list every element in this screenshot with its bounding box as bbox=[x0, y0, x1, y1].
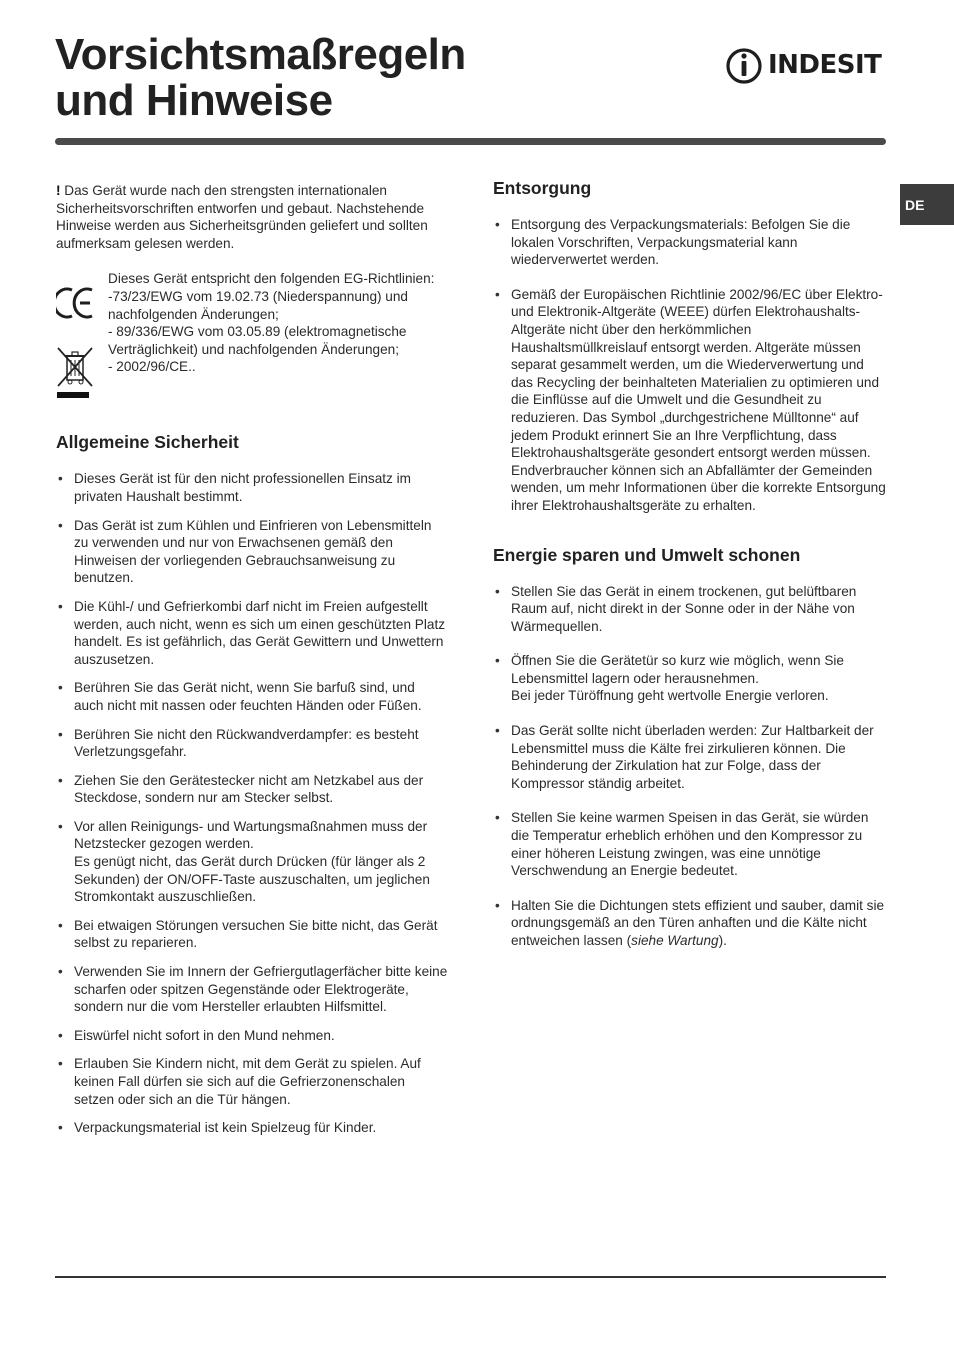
ce-line: - 2002/96/CE.. bbox=[108, 359, 196, 375]
language-tab[interactable]: DE bbox=[900, 184, 954, 225]
list-item: • Berühren Sie das Gerät nicht, wenn Sie barfuß sind, und auch nicht mit nassen oder feuchten Händen oder Füßen. bbox=[56, 679, 448, 714]
ce-line: Dieses Gerät entspricht den folgenden EG-Richtlinien: bbox=[108, 271, 435, 287]
ce-line: -73/23/EWG vom 19.02.73 (Niederspannung) und nachfolgenden Änderungen; bbox=[108, 288, 408, 322]
list-item bbox=[493, 897, 886, 950]
list-item-text: Endverbraucher können sich an Abfallämter der Gemeinden wenden, um mehr Informationen über die korrekte Entsorgung ihrer Elektrohaushaltsgeräte zu erhalten. bbox=[511, 462, 886, 513]
ce-directives-text bbox=[108, 270, 448, 376]
general-safety-list bbox=[56, 470, 448, 1136]
list-item: • Verwenden Sie im Innern der Gefriergutlagerfächer bitte keine scharfen oder spitzen Gegenstände oder Elektrogeräte, sondern nur die vom Hersteller erlaubten Hilfsmittel. bbox=[56, 963, 448, 1016]
section-title-general-safety: Allgemeine Sicherheit bbox=[56, 432, 239, 453]
list-item: • Das Gerät sollte nicht überladen werden: Zur Haltbarkeit der Lebensmittel muss die Kälte frei zirkulieren können. Die Behinderung der Zirkulation hat zur Folge, dass der Kompressor ständig arbeitet. bbox=[493, 722, 886, 792]
list-item: • Ziehen Sie den Gerätestecker nicht am Netzkabel aus der Steckdose, sondern nur am Stecker selbst. bbox=[56, 772, 448, 807]
list-item bbox=[493, 286, 886, 515]
list-item: • Berühren Sie nicht den Rückwandverdampfer: es besteht Verletzungsgefahr. bbox=[56, 726, 448, 761]
brand-logo bbox=[726, 44, 888, 88]
list-item: • Stellen Sie das Gerät in einem trockenen, gut belüftbaren Raum auf, nicht direkt in der Sonne oder in der Nähe von Wärmequellen. bbox=[493, 583, 886, 636]
list-item: • Verpackungsmaterial ist kein Spielzeug für Kinder. bbox=[56, 1119, 448, 1137]
list-item: • Erlauben Sie Kindern nicht, mit dem Gerät zu spielen. Auf keinen Fall dürfen sie sich auf die Gefrierzonenschalen setzen oder sich an die Tür hängen. bbox=[56, 1055, 448, 1108]
brand-name: INDESIT bbox=[768, 50, 882, 80]
ce-line: - 89/336/EWG vom 03.05.89 (elektromagnetische Verträglichkeit) und nachfolgenden Änderungen; bbox=[108, 324, 407, 357]
list-item: • Die Kühl-/ und Gefrierkombi darf nicht im Freien aufgestellt werden, auch nicht, wenn es sich um einen geschützten Platz handelt. Es ist gefährlich, das Gerät Gewittern und Unwettern auszusetzen. bbox=[56, 598, 448, 668]
right-column bbox=[493, 178, 886, 950]
section-title-energy: Energie sparen und Umwelt schonen bbox=[493, 544, 801, 565]
list-item: • Bei etwaigen Störungen versuchen Sie bitte nicht, das Gerät selbst zu reparieren. bbox=[56, 917, 448, 952]
list-item: • Eiswürfel nicht sofort in den Mund nehmen. bbox=[56, 1027, 448, 1045]
section-title-disposal: Entsorgung bbox=[493, 178, 592, 198]
list-item-text: • Vor allen Reinigungs- und Wartungsmaßnahmen muss der Netzstecker gezogen werden. bbox=[74, 818, 428, 852]
intro-text: Das Gerät wurde nach den strengsten internationalen Sicherheitsvorschriften entworfen und gebaut. Nachstehende Hinweise werden aus Sicherheitsgründen geliefert und sollten aufmerksam gelesen werden. bbox=[56, 183, 428, 251]
list-item-text: Halten Sie die Dichtungen stets effizient und sauber, damit sie ordnungsgemäß an den Türen anhaften und die Kälte nicht entweichen lassen ( bbox=[511, 897, 885, 948]
cross-reference-link[interactable]: siehe Wartung bbox=[631, 933, 719, 948]
page-title bbox=[55, 32, 466, 124]
energy-list bbox=[493, 583, 886, 950]
disposal-list bbox=[493, 216, 886, 515]
list-item-text: • Gemäß der Europäischen Richtlinie 2002/96/EC über Elektro- und Elektronik-Altgeräte (WEEE) dürfen Elektrohaushalts-Altgeräte nicht über den herkömmlichen Haushaltsmüllkreislauf entsorgt werden. Altgeräte müssen separat gesammelt werden, um die Wiederverwertung und das Recycling der beinhalteten Materialien zu optimieren und die Einflüsse auf die Umwelt und die Gesundheit zu reduzieren. Das Symbol „durchgestrichene Mülltonne“ auf jedem Produkt erinnert Sie an Ihre Verpflichtung, dass Elektrohaushaltsgeräte gesondert entsorgt werden müssen. bbox=[511, 286, 883, 461]
ce-compliance-block bbox=[56, 270, 448, 412]
list-item: • Dieses Gerät ist für den nicht professionellen Einsatz im privaten Haushalt bestimmt. bbox=[56, 470, 448, 505]
left-column bbox=[56, 178, 448, 1137]
list-item: • Das Gerät ist zum Kühlen und Einfrieren von Lebensmitteln zu verwenden und nur von Erwachsenen gemäß den Hinweisen der vorliegenden Gebrauchsanweisung zu benutzen. bbox=[56, 517, 448, 587]
brand-logo-i-icon bbox=[726, 44, 766, 88]
list-item-text: ). bbox=[718, 933, 727, 948]
list-item bbox=[493, 652, 886, 705]
list-item bbox=[56, 818, 448, 906]
list-item: • Stellen Sie keine warmen Speisen in das Gerät, sie würden die Temperatur erheblich erhöhen und den Kompressor zu einer höheren Leistung zwingen, was eine unnötige Verschwendung an Energie bedeutet. bbox=[493, 809, 886, 879]
intro-paragraph bbox=[56, 182, 448, 252]
title-line-2: und Hinweise bbox=[55, 76, 333, 125]
crossed-bin-icon bbox=[56, 346, 96, 406]
header-divider bbox=[55, 138, 886, 145]
title-line-1: Vorsichtsmaßregeln bbox=[55, 30, 466, 79]
list-item: • Entsorgung des Verpackungsmaterials: Befolgen Sie die lokalen Vorschriften, Verpackungsmaterial kann wiederverwertet werden. bbox=[493, 216, 886, 269]
footer-divider bbox=[55, 1276, 886, 1278]
list-item-text: Bei jeder Türöffnung geht wertvolle Energie verloren. bbox=[511, 688, 829, 704]
list-item-text: Es genügt nicht, das Gerät durch Drücken (für länger als 2 Sekunden) der ON/OFF-Taste auszuschalten, um jeglichen Stromkontakt auszuschließen. bbox=[74, 854, 430, 905]
list-item-text: • Öffnen Sie die Gerätetür so kurz wie möglich, wenn Sie Lebensmittel lagern oder herausnehmen. bbox=[511, 653, 844, 686]
warning-mark: ! bbox=[56, 183, 61, 198]
